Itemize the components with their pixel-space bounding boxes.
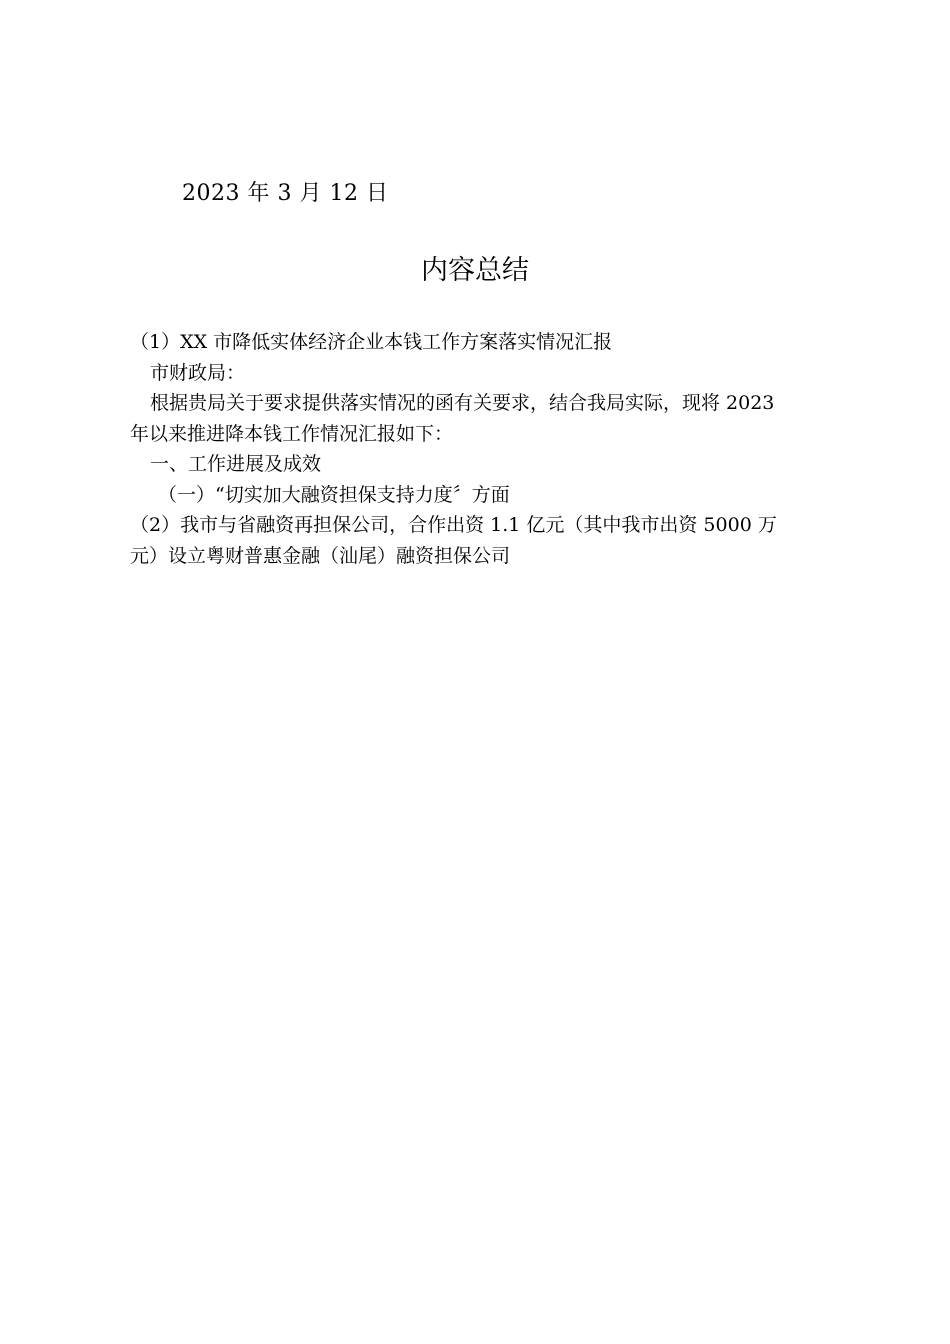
salutation: 市财政局：	[150, 361, 246, 384]
section-heading: 一、工作进展及成效	[150, 453, 322, 475]
document-title: 内容总结	[421, 255, 529, 286]
paragraph-line: 元）设立粤财普惠金融（汕尾）融资担保公司	[130, 544, 511, 567]
paragraph-line: 根据贵局关于要求提供落实情况的函有关要求，结合我局实际，现将 2023	[150, 392, 775, 414]
subsection-heading: （一）“切实加大融资担保支持力度〞方面	[158, 483, 510, 506]
heading-item-2: （2）我市与省融资再担保公司，合作出资 1.1 亿元（其中我市出资 5000 万	[130, 514, 777, 536]
document-body	[130, 327, 830, 571]
heading-item-1: （1）XX 市降低实体经济企业本钱工作方案落实情况汇报	[130, 331, 613, 353]
paragraph-line: 年以来推进降本钱工作情况汇报如下：	[130, 422, 454, 445]
document-date: 2023 年 3 月 12 日	[182, 181, 389, 206]
